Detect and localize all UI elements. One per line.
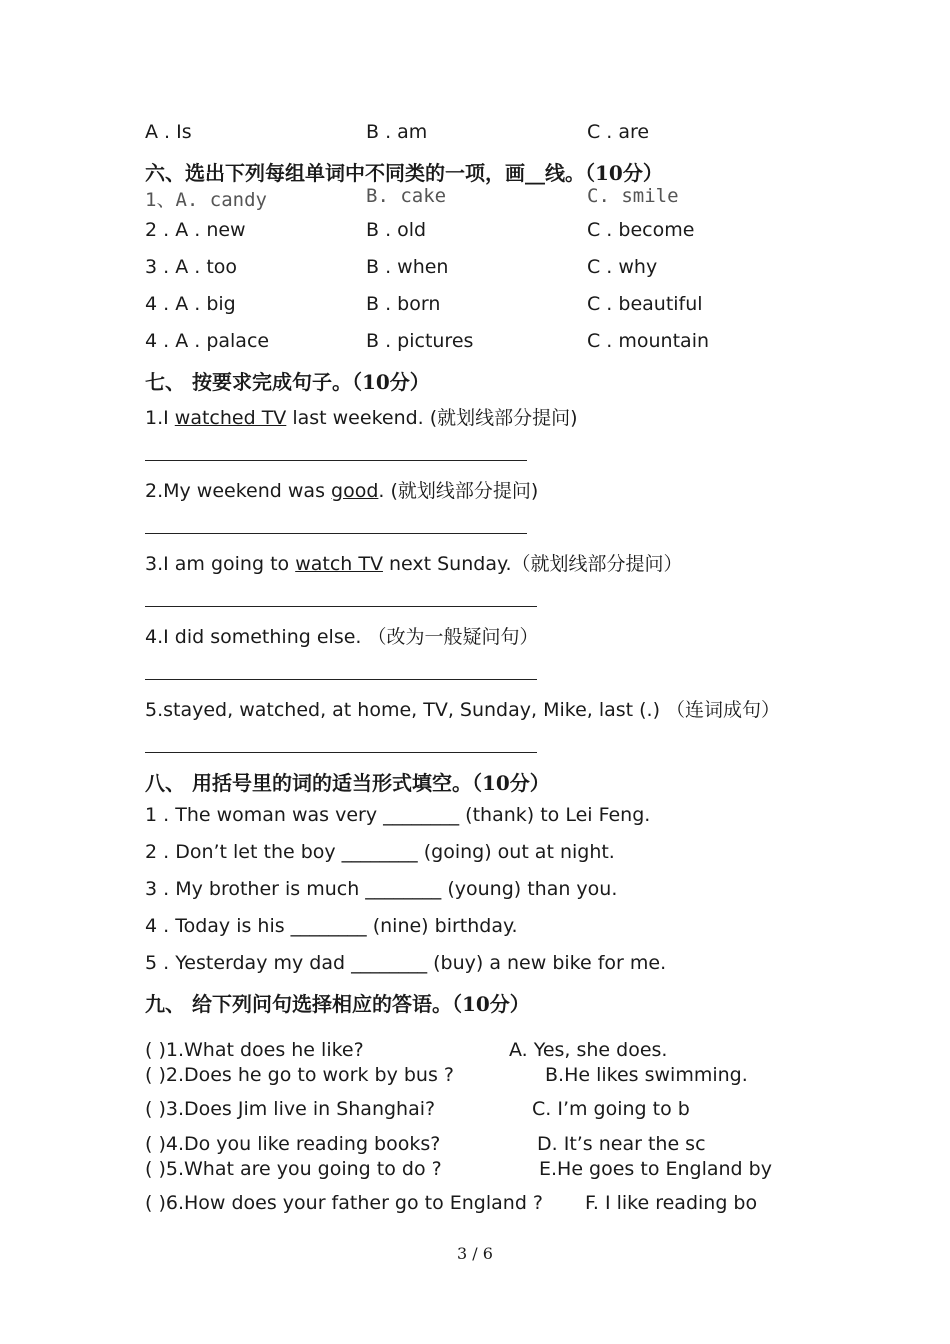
- option-a: A . Is: [145, 121, 192, 143]
- s7-item3-post: next Sunday.（就划线部分提问）: [382, 553, 683, 575]
- s7-item3-pre: 3.I am going to: [145, 553, 296, 575]
- s9-a1: A. Yes, she does.: [509, 1039, 668, 1061]
- answer-line-3: [145, 606, 537, 607]
- s9-a3: C. I’m going to b: [532, 1098, 690, 1120]
- s6-row3-a: 3 . A . too: [145, 256, 238, 278]
- option-c: C . are: [587, 121, 650, 143]
- s6-row1-c: C. smile: [587, 185, 679, 207]
- s7-item4-pre: 4.I did something else. （改为一般疑问句）: [145, 626, 539, 648]
- s9-a2: B.He likes swimming.: [545, 1064, 748, 1086]
- s9-q1: ( )1.What does he like?: [145, 1039, 364, 1061]
- s6-row4-c: C . beautiful: [587, 293, 703, 315]
- s7-item2-post: . (就划线部分提问): [378, 480, 539, 502]
- s6-row2-a: 2 . A . new: [145, 219, 246, 241]
- section9-heading: 九、 给下列问句选择相应的答语。（10分）: [145, 992, 530, 1016]
- s9-a6: F. I like reading bo: [585, 1192, 758, 1214]
- s6-row2-c: C . become: [587, 219, 695, 241]
- s7-item5-pre: 5.stayed, watched, at home, TV, Sunday, Mike, last (.) （连词成句）: [145, 699, 781, 721]
- s8-item5: 5 . Yesterday my dad ________ (buy) a new bike for me.: [145, 952, 667, 974]
- answer-line-2: [145, 533, 527, 534]
- s7-item1: [145, 403, 578, 430]
- s6-row2-b: B . old: [366, 219, 427, 241]
- s7-item1-pre: 1.I: [145, 407, 175, 429]
- s7-item2-underlined: good: [331, 480, 379, 502]
- s7-item2-pre: 2.My weekend was: [145, 480, 332, 502]
- option-b: B . am: [366, 121, 428, 143]
- s9-q6: ( )6.How does your father go to England ?: [145, 1192, 544, 1214]
- page-number: 3 / 6: [457, 1244, 493, 1263]
- s8-item2: 2 . Don’t let the boy ________ (going) out at night.: [145, 841, 615, 863]
- section8-heading: 八、 用括号里的词的适当形式填空。（10分）: [145, 771, 550, 795]
- s6-row3-c: C . why: [587, 256, 658, 278]
- s6-row1-a: 1、A. candy: [145, 189, 267, 211]
- answer-line-1: [145, 460, 527, 461]
- s7-item4: [145, 622, 538, 649]
- s7-item3-underlined: watch TV: [295, 553, 383, 575]
- s6-row4-b: B . born: [366, 293, 441, 315]
- s9-q5: ( )5.What are you going to do ?: [145, 1158, 442, 1180]
- answer-line-4: [145, 679, 537, 680]
- answer-line-5: [145, 752, 537, 753]
- s6-row1-b: B. cake: [366, 185, 447, 207]
- s9-a5: E.He goes to England by: [539, 1158, 772, 1180]
- s9-q3: ( )3.Does Jim live in Shanghai?: [145, 1098, 436, 1120]
- s9-q4: ( )4.Do you like reading books?: [145, 1133, 441, 1155]
- s6-row5-c: C . mountain: [587, 330, 710, 352]
- s8-item3: 3 . My brother is much ________ (young) than you.: [145, 878, 618, 900]
- s8-item4: 4 . Today is his ________ (nine) birthday.: [145, 915, 518, 937]
- s6-row5-a: 4 . A . palace: [145, 330, 270, 352]
- s7-item2: [145, 476, 538, 503]
- s9-a4: D. It’s near the sc: [537, 1133, 706, 1155]
- s6-row3-b: B . when: [366, 256, 449, 278]
- s6-row4-a: 4 . A . big: [145, 293, 236, 315]
- s7-item1-underlined: watched TV: [174, 407, 287, 429]
- section6-heading: 六、选出下列每组单词中不同类的一项，画__线。（10分）: [145, 161, 663, 185]
- section7-heading: 七、 按要求完成句子。（10分）: [145, 370, 430, 394]
- s8-item1: 1 . The woman was very ________ (thank) to Lei Feng.: [145, 804, 651, 826]
- s7-item5: [145, 695, 780, 722]
- s7-item3: [145, 549, 683, 576]
- s6-row5-b: B . pictures: [366, 330, 474, 352]
- s7-item1-post: last weekend. (就划线部分提问): [286, 407, 578, 429]
- s9-q2: ( )2.Does he go to work by bus ?: [145, 1064, 454, 1086]
